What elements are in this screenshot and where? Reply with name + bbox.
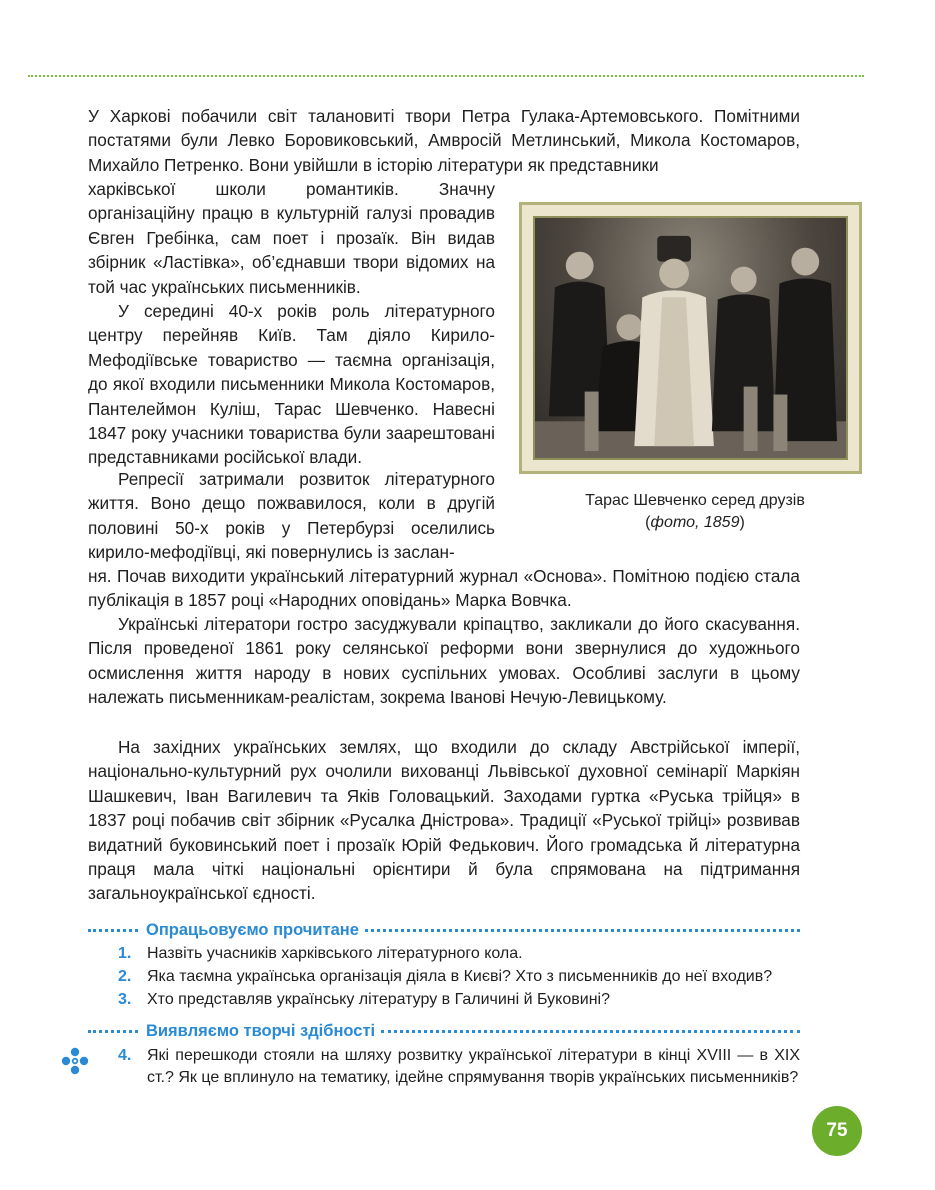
paragraph-kharkiv-continued: харківської школи романтиків. Значну організаційну працю в культурній галузі провадив Євген Гребінка, сам поет і прозаїк. Він видав збірник «Ластівка», об’єднавши твори відомих на той час українських письменників. bbox=[88, 179, 495, 297]
paragraph-osnova: ня. Почав виходити український літературний журнал «Основа». Помітною подією стала публікація в 1857 році «Народних оповідань» Марка Вовчка. bbox=[88, 566, 800, 611]
question-text: Яка таємна українська організація діяла в Києві? Хто з письменників до неї входив? bbox=[147, 968, 773, 985]
question-number: 2. bbox=[118, 968, 132, 985]
caption-line-2: (фото, 1859) bbox=[645, 514, 745, 531]
group-photo-image bbox=[535, 218, 846, 458]
question-4 bbox=[118, 1045, 800, 1088]
question-2 bbox=[118, 966, 800, 988]
paragraph-repressions: Репресії затримали розвиток літературного життя. Воно дещо пожвавилося, коли в другій половині 50-х років у Петербурзі оселились кирило-мефодіївці, які повернулись із заслан- bbox=[88, 469, 495, 563]
paragraph-realists: Українські літератори гостро засуджували кріпацтво, закликали до його скасування. Після проведеної 1861 року селянської реформи вони звернулися до художнього осмислення життя народу в нових суспільних умовах. Особливі заслуги в цьому належать письменникам-реалістам, зокрема Іванові Нечую-Левицькому. bbox=[88, 614, 800, 708]
flower-icon bbox=[60, 1046, 90, 1076]
heading-dots-right bbox=[381, 1030, 800, 1033]
question-number: 3. bbox=[118, 991, 132, 1008]
photo-frame bbox=[519, 202, 862, 474]
caption-line-1: Тарас Шевченко серед друзів bbox=[585, 492, 805, 509]
photo-caption bbox=[540, 490, 850, 534]
question-text: Які перешкоди стояли на шляху розвитку української літератури в кінці XVIII — в XIX ст.? Як це вплинуло на тематику, ідейне спрямування творів українських письменників? bbox=[147, 1047, 800, 1086]
question-3 bbox=[118, 989, 800, 1011]
question-1 bbox=[118, 943, 800, 965]
section-title-read: Опрацьовуємо прочитане bbox=[146, 920, 359, 939]
section-title-creative: Виявляємо творчі здібності bbox=[146, 1021, 376, 1040]
heading-dots-left bbox=[88, 1030, 138, 1033]
top-dotted-rule bbox=[28, 75, 864, 77]
paragraph-kyiv: У середині 40-х років роль літературного центру перейняв Київ. Там діяло Кирило-Мефодіївське товариство — таємна організація, до якої входили письменники Микола Костомаров, Пантелеймон Куліш, Тарас Шевченко. Навесні 1847 року учасники товариства були заарештовані представниками російської влади. bbox=[88, 301, 495, 468]
section-heading-read bbox=[88, 919, 800, 941]
page-number-badge: 75 bbox=[812, 1106, 862, 1156]
caption-italic: фото, 1859 bbox=[650, 514, 740, 531]
paragraph-kharkiv: У Харкові побачили світ талановиті твори Петра Гулака-Артемовського. Помітними постатями були Левко Боровиковський, Амвросій Метлинський, Микола Костомаров, Михайло Петренко. Вони увійшли в історію літератури як представники bbox=[88, 106, 800, 175]
question-text: Назвіть учасників харківського літературного кола. bbox=[147, 945, 523, 962]
section-heading-creative bbox=[88, 1020, 800, 1042]
question-number: 1. bbox=[118, 945, 132, 962]
question-text: Хто представляв українську літературу в Галичині й Буковині? bbox=[147, 991, 610, 1008]
heading-dots-right bbox=[365, 929, 800, 932]
heading-dots-left bbox=[88, 929, 138, 932]
question-number: 4. bbox=[118, 1047, 132, 1064]
paragraph-western-lands: На західних українських землях, що входили до складу Австрійської імперії, національно-культурний рух очолили вихованці Львівської духовної семінарії Маркіян Шашкевич, Іван Вагилевич та Яків Головацький. Заходами гуртка «Руська трійця» в 1837 році побачив світ збірник «Русалка Дністрова». Традиції «Руської трійці» розвивав видатний буковинський поет і прозаїк Юрій Федькович. Його громадська й літературна праця мала чіткі національні орієнтири й була спрямована на підтримання загальноукраїнської єдності. bbox=[88, 737, 800, 904]
group-photo bbox=[533, 216, 848, 460]
